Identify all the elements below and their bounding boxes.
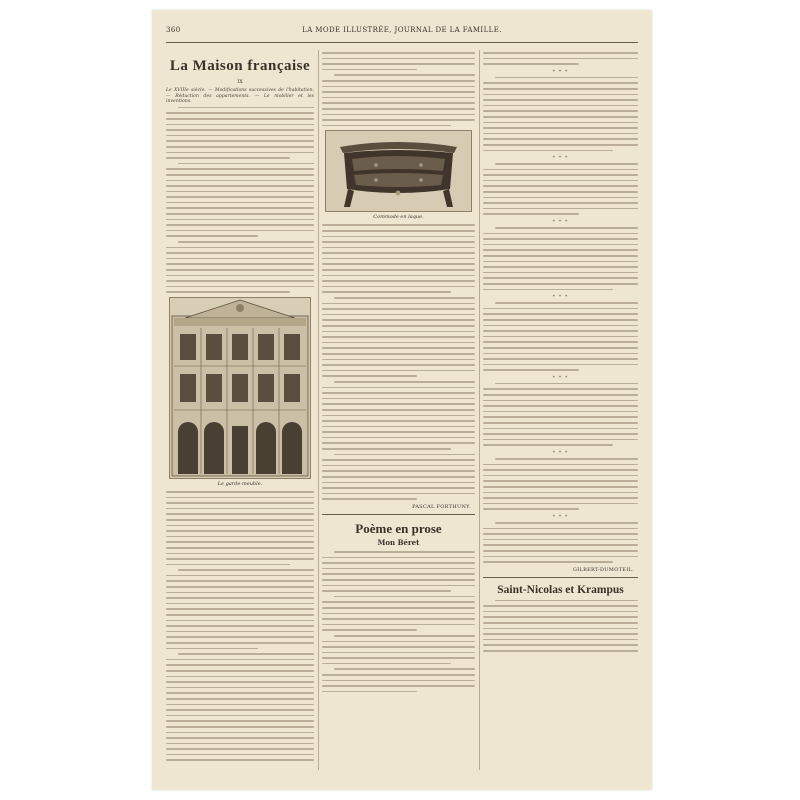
- facade-drawing: [170, 298, 310, 478]
- article-text-block: [322, 224, 475, 500]
- section-stars: * * *: [552, 513, 569, 520]
- magazine-page: [152, 10, 652, 790]
- header-rule: [166, 42, 638, 43]
- article-signature: PASCAL FORTHUNY.: [412, 504, 471, 510]
- article-separator: [322, 514, 475, 515]
- column-rule: [318, 50, 319, 770]
- poem-text-block: [483, 227, 638, 290]
- column-3: [483, 50, 638, 776]
- article-separator: [483, 577, 638, 578]
- poem-text-block: [483, 77, 638, 151]
- poem-text-block: [483, 302, 638, 371]
- poem-text-block: [483, 522, 638, 563]
- article-title: Saint-Nicolas et Krampus: [497, 583, 624, 596]
- article-text-block: [322, 52, 475, 126]
- article-text-block: [166, 107, 314, 293]
- poem-text-block: [483, 458, 638, 510]
- column-1: [166, 50, 314, 776]
- section-stars: * * *: [552, 68, 569, 75]
- building-illustration: [169, 297, 311, 479]
- article-text-block: [483, 600, 638, 652]
- journal-title: LA MODE ILLUSTRÉE, JOURNAL DE LA FAMILLE.: [302, 26, 502, 34]
- article-section: IX: [237, 79, 243, 85]
- article-summary: Le XVIIIe siècle. — Modifications successives de l'habitation. — Réduction des appartements. — Le mobilier et les inventions.: [166, 88, 314, 105]
- poem-signature: GILBERT-DUMOTEIL.: [572, 566, 634, 573]
- poem-subtitle: Mon Béret: [377, 538, 420, 547]
- commode-illustration: [325, 130, 472, 212]
- poem-text-block: [483, 383, 638, 446]
- section-stars: * * *: [552, 155, 569, 162]
- section-stars: * * *: [552, 219, 569, 226]
- section-stars: * * *: [552, 374, 569, 381]
- section-stars: * * *: [552, 294, 569, 301]
- figure-caption: Commode en laque.: [373, 214, 424, 221]
- column-rule: [479, 50, 480, 770]
- article-title: La Maison française: [169, 58, 311, 74]
- poem-text-block: [483, 52, 638, 65]
- article-text-block: [166, 491, 314, 761]
- column-2: [322, 50, 475, 776]
- page-number: 360: [166, 26, 181, 34]
- poem-text-block: [483, 163, 638, 215]
- page-header: [166, 26, 638, 40]
- section-stars: * * *: [552, 450, 569, 456]
- poem-text-block: [322, 551, 475, 692]
- commode-drawing: [326, 131, 471, 211]
- figure-caption: Le garde-meuble.: [217, 480, 263, 487]
- poem-title: Poème en prose: [355, 521, 442, 536]
